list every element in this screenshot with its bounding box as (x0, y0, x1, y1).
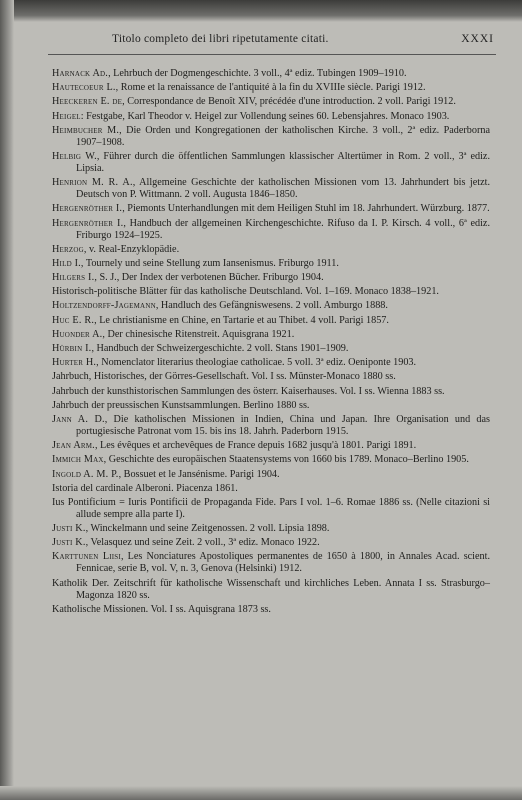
bibliography-entry (52, 203, 490, 215)
bibliography-entry (52, 578, 490, 602)
bibliography-entry (52, 469, 490, 481)
entry-author: Henrion M. R. A. (52, 177, 133, 189)
bibliography-entry (52, 551, 490, 575)
scan-edge-top (0, 0, 522, 22)
entry-author: Immich Max (52, 454, 104, 466)
entry-text: , Bossuet et le Jansénisme. Parigi 1904. (118, 468, 280, 480)
entry-author: Harnack Ad. (52, 68, 109, 79)
entry-author: Holtzendorff-Jagemann (52, 300, 156, 312)
entry-text: Jahrbuch der preussischen Kunstsammlungen. Berlino 1880 ss. (52, 399, 310, 411)
bibliography-entry (52, 414, 490, 438)
bibliography-entry (52, 523, 490, 535)
entry-text: , Geschichte des europäischen Staatensystems von 1660 bis 1789. Monaco–Berlino 1905. (103, 454, 469, 466)
page-number: XXXI (461, 33, 494, 45)
entry-text: , Tournely und seine Stellung zum Iansenismus. Friburgo 1911. (80, 257, 339, 269)
entry-text: , Correspondance de Benoît XIV, précédée d'une introduction. 2 voll. Parigi 1912. (122, 96, 456, 108)
bibliography-entry (52, 440, 490, 452)
entry-author: Karttunen Liisi (52, 551, 121, 563)
bibliography-entry (52, 357, 490, 369)
entry-text: Historisch-politische Blätter für das katholische Deutschland. Vol. 1–169. Monaco 1838–1921. (52, 286, 439, 298)
entry-author: Heimbucher M. (52, 124, 120, 136)
entry-text: , Piemonts Unterhandlungen mit dem Heiligen Stuhl im 18. Jahrhundert. Würzburg. 1877. (122, 203, 490, 215)
entry-author: Herzog (52, 243, 84, 255)
bibliography-entry (52, 386, 490, 398)
entry-text: , Velasquez und seine Zeit. 2 voll., 3ª ediz. Monaco 1922. (85, 537, 320, 549)
bibliography-entry (52, 315, 490, 327)
entry-text: , Handluch des Gefängniswesens. 2 voll. Amburgo 1888. (155, 300, 388, 312)
bibliography-entry (52, 454, 490, 466)
bibliography-entry (52, 96, 490, 108)
entry-text: , Führer durch die öffentlichen Sammlungen klassischer Altertümer in Rom. 2 voll., 3ª ediz. Lipsia. (76, 150, 490, 174)
entry-text: , Rome et la renaissance de l'antiquité à la fin du XVIIIe siècle. Parigi 1912. (115, 82, 426, 94)
bibliography-entry (52, 400, 490, 412)
entry-text: Jahrbuch der kunsthistorischen Sammlungen des österr. Kaiserhauses. Vol. I ss. Wienna 1883 ss. (52, 385, 445, 397)
header-rule (48, 54, 496, 55)
entry-text: Istoria del cardinale Alberoni. Piacenza 1861. (52, 482, 238, 494)
bibliography-entry (52, 497, 490, 521)
entry-text: , S. J., Der Index der verbotenen Bücher. Friburgo 1904. (94, 272, 324, 284)
bibliography-entry (52, 343, 490, 355)
bibliography-entry (52, 329, 490, 341)
entry-author: Heeckeren E. de (52, 96, 123, 108)
entry-text: : Festgabe, Karl Theodor v. Heigel zur Vollendung seines 60. Lebensjahres. Monaco 1903. (80, 110, 450, 122)
entry-text: , Lehrbuch der Dogmengeschichte. 3 voll., 4ª ediz. Tubingen 1909–1910. (108, 68, 407, 79)
entry-author: Justi K. (52, 537, 86, 549)
entry-author: Helbig W. (52, 150, 97, 162)
bibliography-entry (52, 286, 490, 298)
bibliography-entry (52, 300, 490, 312)
running-header-title: Titolo completo dei libri ripetutamente citati. (112, 33, 329, 45)
entry-author: Hild I. (52, 257, 81, 269)
entry-text: , Die katholischen Missionen in Indien, China und Japan. Ihre Organisation und das portugiesische Patronat vom 15. bis ins 18. Jahrh. Paderborn 1915. (76, 413, 490, 437)
entry-text: , Les évêques et archevêques de France depuis 1682 jusqu'à 1801. Parigi 1891. (94, 440, 417, 452)
bibliography-entry (52, 68, 490, 80)
entry-text: , Handbuch der Schweizergeschichte. 2 voll. Stans 1901–1909. (91, 343, 349, 354)
bibliography-entry (52, 111, 490, 123)
bibliography-entry (52, 371, 490, 383)
entry-text: , Handbuch der allgemeinen Kirchengeschichte. Rifuso da I. P. Kirsch. 4 voll., 6ª ediz. Friburgo 1924–1925. (76, 217, 490, 241)
entry-author: Hergenröther I. (52, 217, 124, 229)
bibliography-entry (52, 177, 490, 201)
bibliography-entry (52, 483, 490, 495)
entry-text: Jahrbuch, Historisches, der Görres-Gesellschaft. Vol. I ss. Münster-Monaco 1880 ss. (52, 371, 396, 383)
bibliography-entry (52, 272, 490, 284)
entry-author: Hilgers I. (52, 272, 95, 284)
entry-text: , Der chinesische Ritenstreit. Aquisgrana 1921. (102, 328, 295, 340)
entry-text: , v. Real-Enzyklopädie. (83, 243, 180, 255)
entry-author: Huc E. R. (52, 314, 95, 326)
scan-edge-left (0, 0, 14, 800)
entry-text: , Nomenclator literarius theologiae catholicae. 5 voll. 3ª ediz. Oeniponte 1903. (96, 357, 417, 369)
entry-author: Justi K. (52, 523, 86, 535)
bibliography-entry (52, 151, 490, 175)
entry-author: Jean Arm. (52, 440, 95, 452)
bibliography-entry (52, 244, 490, 256)
entry-text: , Allgemeine Geschichte der katholischen Missionen vom 13. Jahrhundert bis jetzt. Deutsch von P. Wittmann. 2 voll. Augusta 1846–1850. (76, 177, 491, 201)
entry-author: Ingold A. M. P. (52, 468, 119, 480)
bibliography-entry (52, 125, 490, 149)
entry-text: , Les Nonciatures Apostoliques permanentes de 1650 à 1800, in Annales Acad. scient. Fennicae, serie B, vol. V, n. 3, Genova (Helsinki) 1912. (76, 551, 490, 575)
entry-author: Jann A. D. (52, 413, 105, 425)
entry-text: Katholische Missionen. Vol. I ss. Aquisgrana 1873 ss. (52, 603, 271, 615)
bibliography-entry (52, 82, 490, 94)
entry-text: , Die Orden und Kongregationen der katholischen Kirche. 3 voll., 2ª ediz. Paderborna 1907–1908. (76, 124, 490, 148)
entry-text: Katholik Der. Zeitschrift für katholische Wissenschaft und kirchliches Leben. Annata I ss. Strasburgo–Magonza 1820 ss. (52, 577, 490, 601)
entry-author: Hautecoeur L. (52, 82, 116, 94)
bibliography-entry (52, 537, 490, 549)
entry-author: Hurter H. (52, 357, 97, 369)
bibliography-list (52, 68, 490, 618)
entry-text: , Le christianisme en Chine, en Tartarie et au Thibet. 4 voll. Parigi 1857. (94, 314, 389, 326)
entry-text: Ius Pontificium = Iuris Pontificii de Propaganda Fide. Pars I vol. 1–6. Romae 1886 ss. (Nelle citazioni si allude sempre alla parte I). (52, 496, 490, 520)
bibliography-entry (52, 604, 490, 616)
entry-text: , Winckelmann und seine Zeitgenossen. 2 voll. Lipsia 1898. (85, 523, 330, 535)
entry-author: Huonder A. (52, 328, 103, 340)
entry-author: Heigel (52, 110, 81, 122)
bibliography-entry (52, 218, 490, 242)
entry-author: Hergenröther I. (52, 203, 123, 215)
bibliography-entry (52, 258, 490, 270)
entry-author: Hürbin I. (52, 343, 92, 354)
scan-edge-bottom (0, 786, 522, 800)
